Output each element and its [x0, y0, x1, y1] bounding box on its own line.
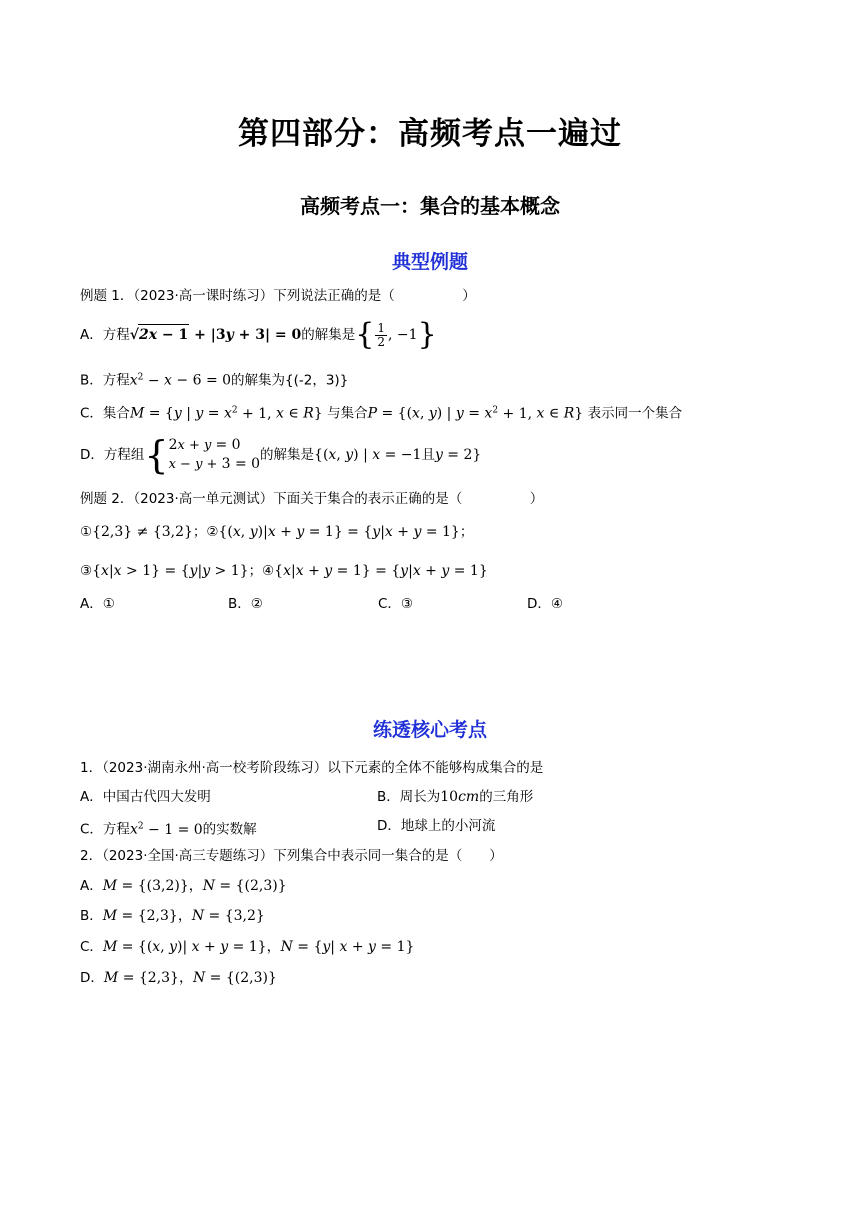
option-c-suffix: 的实数解: [202, 821, 257, 838]
option-b-suffix: 的解集为{(-2，3)}: [231, 372, 349, 389]
option-c-prefix: C．集合: [80, 405, 130, 422]
practice-2-stem: 2．（2023·全国·高三专题练习）下列集合中表示同一集合的是（ ）: [80, 848, 503, 864]
practice-2-option-c: C．M = {(x, y)| x + y = 1}，N = {y| x + y = 1}: [80, 939, 415, 955]
example-2-stem: 例题 2．（2023·高一单元测试）下面关于集合的表示正确的是（ ）: [80, 491, 544, 507]
option-b-prefix: B．周长为: [377, 789, 441, 805]
example-2-option-c: C．③: [378, 596, 414, 612]
option-b-prefix: B．方程: [80, 372, 130, 389]
example-1-option-a: A．方程√2x − 1 + |3y + 3| = 0的解集是{ $\frac{1}{2}$ , −1}: [80, 317, 437, 352]
practice-2-option-b: B．M = {2,3}，N = {3,2}: [80, 908, 265, 924]
option-d-suffix: 的解集是: [260, 447, 315, 463]
example-1-option-d: D．方程组{ 2x + y = 0 x − y + 3 = 0 的解集是{(x, y) | x = −1且y = 2}: [80, 433, 482, 477]
statement-2-marker: ；②: [192, 524, 219, 540]
option-c-suffix: 表示同一个集合: [587, 405, 683, 422]
option-c-mid: 与集合: [327, 405, 368, 422]
example-1-stem: 例题 1．（2023·高一课时练习）下列说法正确的是（ ）: [80, 288, 476, 304]
practice-1-option-b: B．周长为10cm的三角形: [377, 789, 534, 805]
practice-1-stem: 1．（2023·湖南永州·高一校考阶段练习）以下元素的全体不能够构成集合的是: [80, 760, 544, 776]
statement-3-marker: ③: [80, 563, 93, 579]
option-a-suffix: 的解集是: [301, 327, 356, 343]
section-heading-practice: 练透核心考点: [372, 719, 487, 741]
section-heading-examples: 典型例题: [391, 251, 468, 273]
statement-4-marker: ；④: [248, 563, 275, 579]
semicolon: ；: [459, 524, 474, 540]
practice-1-option-a: A．中国古代四大发明: [80, 789, 211, 805]
option-d-prefix: D．方程组: [80, 447, 145, 463]
example-1-option-c: C．集合M = {y | $y = x^2 + 1$, x ∈ R} 与集合P = {(x, y) | $y = x^2 + 1$, x ∈ R} 表示同一个集合: [80, 405, 683, 422]
option-a-label: A．: [80, 878, 103, 894]
example-2-option-d: D．④: [527, 596, 563, 612]
example-2-statements-3-4: ③{x|x > 1} = {y|y > 1}；④{x|x + y = 1} = {y|x + y = 1}: [80, 563, 488, 579]
practice-2-option-d: D．M = {2,3}，N = {(2,3)}: [80, 970, 277, 986]
practice-1-option-c: C．方程$x^2 - 1 = 0$的实数解: [80, 821, 257, 838]
option-b-suffix: 的三角形: [479, 789, 534, 805]
topic-heading: 高频考点一：集合的基本概念: [300, 194, 560, 218]
option-b-label: B．: [80, 908, 103, 924]
example-2-option-b: B．②: [228, 596, 263, 612]
option-c-label: C．: [80, 939, 103, 955]
option-d-label: D．: [80, 970, 104, 986]
option-c-prefix: C．方程: [80, 821, 130, 838]
practice-2-option-a: A．M = {(3,2)}，N = {(2,3)}: [80, 878, 287, 894]
page-title: 第四部分：高频考点一遍过: [238, 116, 622, 152]
example-1-option-b: B．方程$x^2 - x - 6 = 0$的解集为{(-2，3)}: [80, 372, 349, 389]
practice-1-option-d: D．地球上的小河流: [377, 818, 496, 834]
statement-1-marker: ①: [80, 524, 93, 540]
example-2-statements-1-2: ①{2,3} ≠ {3,2}；②{(x, y)|x + y = 1} = {y|x + y = 1}；: [80, 524, 474, 540]
option-a-prefix: A．方程: [80, 327, 130, 343]
example-2-option-a: A．①: [80, 596, 115, 612]
